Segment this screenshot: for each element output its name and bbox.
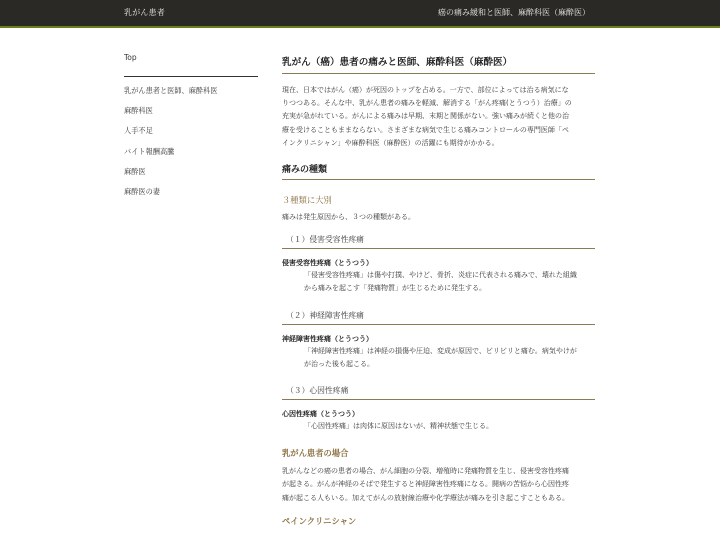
patient-line: 痛が起こる人もいる。加えてがんの放射線治療や化学療法が痛みを引き起こすこともある。 [282,493,569,502]
pain-type-term: 心因性疼痛（とうつう） [282,410,359,419]
intro-line: 現在、日本ではがん（癌）が死因のトップを占める。一方で、部位によっては治る病気にな [282,86,569,94]
description-line: 「神経障害性疼痛」は神経の損傷や圧迫、変成が原因で、ビリビリと痛む。病気やけが [304,346,577,355]
intro-line: 充実が急がれている。がんによる痛みは早期、末期と関係がない。強い痛みが続くと他の治 [282,112,569,121]
sidebar-item-breast-cancer-patient[interactable]: 乳がん患者と医師、麻酔科医 [124,86,218,95]
sidebar-item-anesthetist-wife[interactable]: 麻酔医の妻 [124,186,160,196]
intro-line: 療を受けることもままならない。さまざまな病気で生じる痛みコントロールの専門医師「ペ [282,125,569,134]
site-title[interactable]: 乳がん患者 [124,8,165,17]
intro-line: りつつある。そんな中、乳がん患者の痛みを軽減、解消する「がん疼痛(とうつう）治療」の [282,99,572,108]
sidebar-top-link[interactable]: Top [124,53,258,77]
intro-paragraph [282,84,595,150]
sidebar-item-part-time-pay[interactable]: バイト報酬高騰 [124,146,175,156]
sidebar-item-shortage[interactable]: 人手不足 [124,126,153,136]
description-line: から痛みを起こす「発痛物質」が生じるために発生する。 [304,284,486,293]
description-line: 「侵害受容性疼痛」は傷や打撲、やけど、骨折、炎症に代表される痛みで、壊れた組織 [304,271,577,280]
pain-type-heading: （１）侵害受容性疼痛 [282,234,595,249]
description-line: 「心因性疼痛」は肉体に原因はないが、精神状態で生じる。 [304,422,493,431]
sidebar-item-anesthetist[interactable]: 麻酔医 [124,166,146,176]
subheading-three-types: ３種類に大別 [282,195,332,206]
patient-line: が起きる。がんが神経のそばで発生すると神経障害性疼痛になる。闘病の苦悩から心因性疼 [282,480,569,489]
top-header-bar [0,0,720,28]
subheading-pain-clinician: ペインクリニシャン [282,515,357,526]
pain-type-heading: （３）心因性疼痛 [282,385,595,400]
intro-line: インクリニシャン」や麻酔科医（麻酔医）の活躍にも期待がかかる。 [282,138,499,147]
pain-type-description [282,420,595,433]
article-title: 乳がん（癌）患者の痛みと医師、麻酔科医（麻酔医） [282,54,595,74]
pain-type-description [282,345,595,371]
section-heading-pain-types: 痛みの種類 [282,162,595,180]
patient-paragraph [282,465,595,505]
patient-line: 乳がんなどの癌の患者の場合、がん細胞の分裂、増殖時に発痛物質を生じ、侵害受容性疼痛 [282,467,569,476]
sidebar-nav-list [124,77,258,207]
site-description: 癌の痛み緩和と医師、麻酔科医（麻酔医） [438,8,590,17]
pain-type-description [282,269,595,295]
pain-type-term: 神経障害性疼痛（とうつう） [282,334,373,343]
pain-type-term: 侵害受容性疼痛（とうつう） [282,259,373,268]
sidebar [124,53,258,207]
sidebar-item-anesthesiologist[interactable]: 麻酔科医 [124,106,153,116]
three-types-text: 痛みは発生原因から、３つの種類がある。 [282,213,415,222]
main-article [282,54,595,533]
subheading-breast-cancer-patient: 乳がん患者の場合 [282,448,349,459]
pain-type-heading: （２）神経障害性疼痛 [282,310,595,325]
description-line: が治った後も起こる。 [304,359,374,368]
